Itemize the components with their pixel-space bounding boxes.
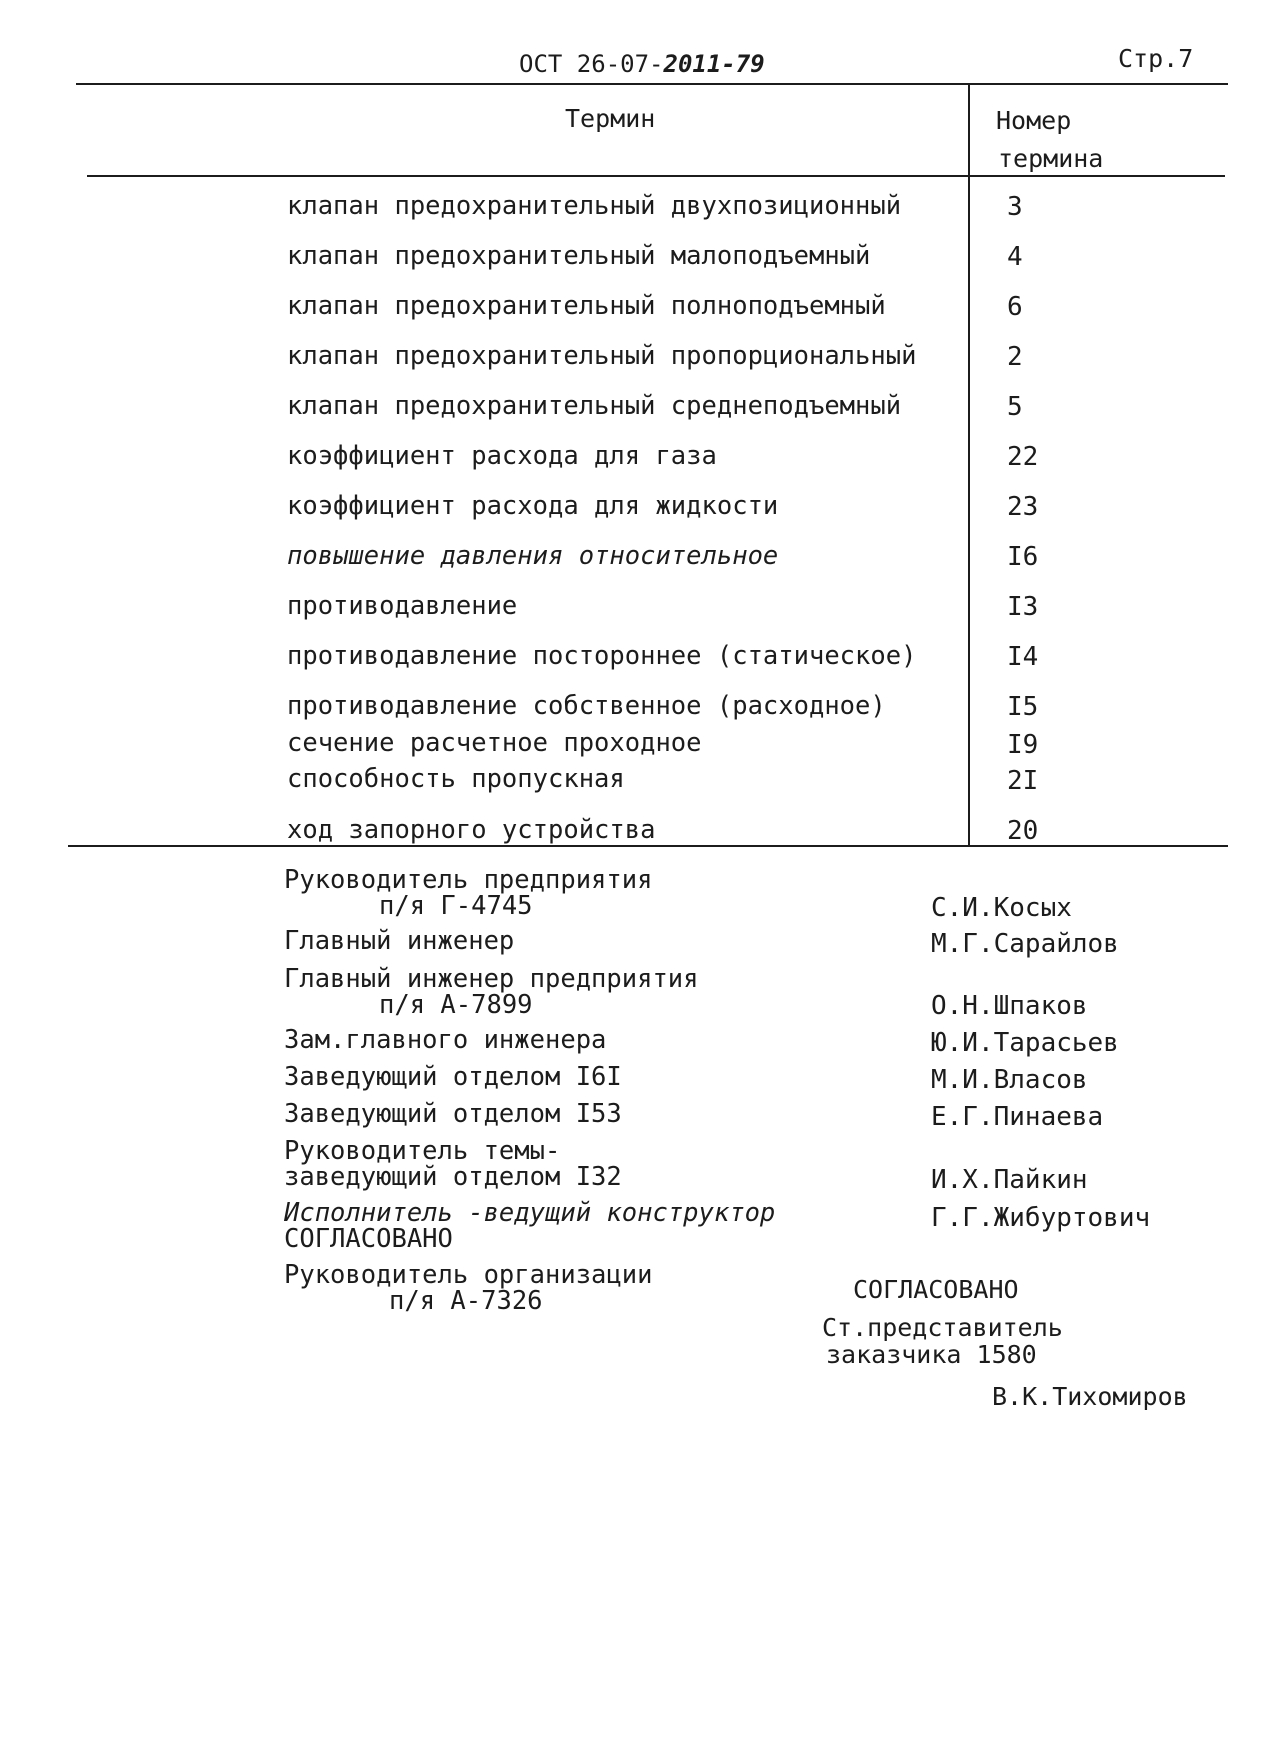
- signatory-name-4: Ю.И.Тарасьев: [931, 1028, 1119, 1058]
- column-header-number-line1: Номер: [996, 106, 1072, 135]
- term-number-8: I6: [1007, 542, 1039, 572]
- approval-customer: заказчика 1580: [826, 1340, 1037, 1369]
- signatory-position-6: Заведующий отделом I53: [284, 1099, 622, 1129]
- term-row-14: ход запорного устройства: [287, 815, 656, 845]
- document-code: [519, 50, 765, 78]
- term-number-3: 6: [1007, 292, 1023, 322]
- signatory-position-5: Заведующий отделом I6I: [284, 1062, 622, 1092]
- signatory-name-7: И.Х.Пайкин: [931, 1165, 1088, 1195]
- term-number-7: 23: [1007, 492, 1039, 522]
- term-number-11: I5: [1007, 692, 1039, 722]
- term-number-1: 3: [1007, 192, 1023, 222]
- term-number-9: I3: [1007, 592, 1039, 622]
- signatory-name-5: М.И.Власов: [931, 1065, 1088, 1095]
- term-number-10: I4: [1007, 642, 1039, 672]
- approval-title: СОГЛАСОВАНО: [853, 1275, 1019, 1304]
- signatory-position-7: Руководитель темы- заведующий отделом I32: [284, 1136, 622, 1192]
- term-row-7: коэффициент расхода для жидкости: [287, 491, 779, 521]
- signatory-name-3: О.Н.Шпаков: [931, 991, 1088, 1021]
- signatory-position-1: Руководитель предприятия п/я Г-4745: [284, 865, 653, 921]
- term-row-9: противодавление: [287, 591, 518, 621]
- approval-name: В.К.Тихомиров: [992, 1382, 1188, 1411]
- signatory-position-8: Исполнитель -ведущий конструктор СОГЛАСОВАНО: [284, 1198, 776, 1254]
- term-row-2: клапан предохранительный малоподъемный: [287, 241, 871, 271]
- term-number-5: 5: [1007, 392, 1023, 422]
- term-number-2: 4: [1007, 242, 1023, 272]
- signatory-position-4: Зам.главного инженера: [284, 1025, 607, 1055]
- signatory-position-3: Главный инженер предприятия п/я А-7899: [284, 964, 699, 1020]
- document-code-prefix: ОСТ 26-07-: [519, 50, 664, 78]
- table-header-rule: [87, 175, 1225, 177]
- signatory-name-2: М.Г.Сарайлов: [931, 929, 1119, 959]
- approval-representative: Ст.представитель: [822, 1313, 1063, 1342]
- page-number: Стр.7: [1118, 44, 1194, 73]
- term-number-6: 22: [1007, 442, 1039, 472]
- term-row-13: способность пропускная: [287, 764, 625, 794]
- term-number-13: 2I: [1007, 766, 1039, 796]
- term-row-4: клапан предохранительный пропорциональный: [287, 341, 917, 371]
- term-number-12: I9: [1007, 730, 1039, 760]
- column-header-term: Термин: [565, 104, 656, 133]
- term-row-1: клапан предохранительный двухпозиционный: [287, 191, 902, 221]
- term-row-12: сечение расчетное проходное: [287, 728, 702, 758]
- term-row-3: клапан предохранительный полноподъемный: [287, 291, 886, 321]
- signatory-position-2: Главный инженер: [284, 926, 515, 956]
- table-top-rule: [76, 83, 1228, 85]
- signatory-position-9: Руководитель организации п/я А-7326: [284, 1260, 653, 1316]
- term-row-10: противодавление постороннее (статическое): [287, 641, 917, 671]
- table-column-divider: [968, 83, 970, 846]
- signatory-name-6: Е.Г.Пинаева: [931, 1102, 1104, 1132]
- signatory-name-1: С.И.Косых: [931, 893, 1072, 923]
- term-row-5: клапан предохранительный среднеподъемный: [287, 391, 902, 421]
- signatory-name-8: Г.Г.Жибуртович: [931, 1203, 1151, 1233]
- document-code-handwritten: 2011-79: [663, 50, 765, 78]
- column-header-number-line2: термина: [998, 144, 1104, 173]
- term-row-8: повышение давления относительное: [287, 541, 779, 571]
- table-bottom-rule: [68, 845, 1228, 847]
- term-number-4: 2: [1007, 342, 1023, 372]
- term-number-14: 20: [1007, 816, 1039, 846]
- term-row-6: коэффициент расхода для газа: [287, 441, 717, 471]
- term-row-11: противодавление собственное (расходное): [287, 691, 886, 721]
